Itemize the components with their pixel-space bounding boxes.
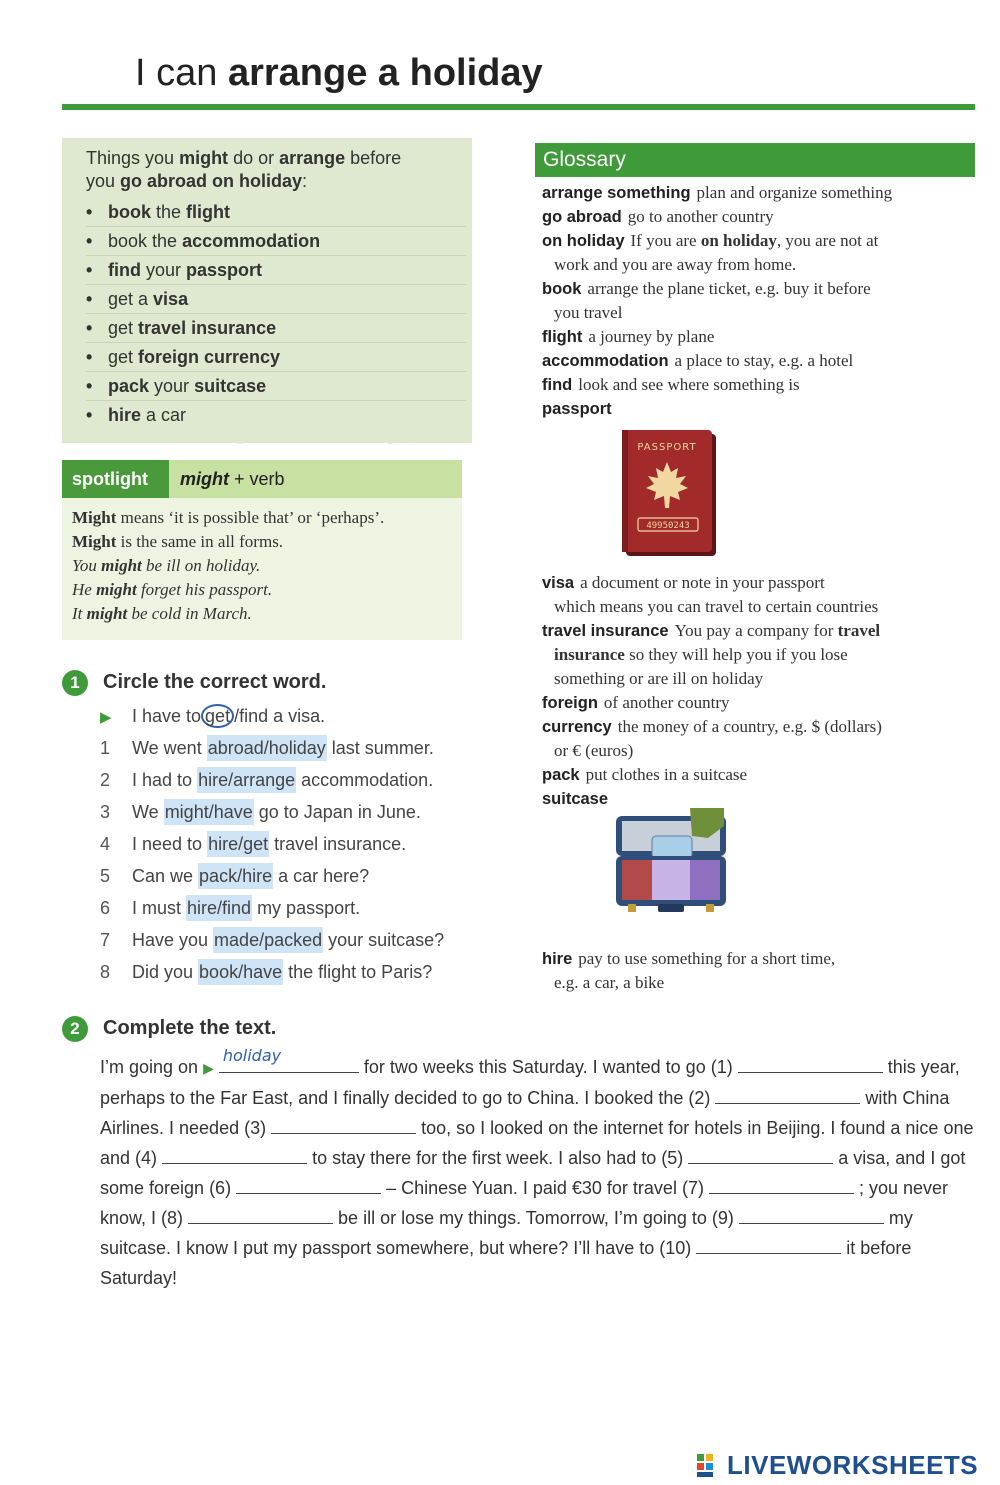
answer-gap-6[interactable] xyxy=(236,1176,381,1194)
glossary-entry: on holiday If you are on holiday, you are not at work and you are away from home. xyxy=(542,231,879,274)
spotlight-example: He might forget his passport. xyxy=(72,580,273,599)
torn-edge xyxy=(62,432,472,446)
example-answer: holiday xyxy=(222,1046,282,1065)
spotlight-title: might + verb xyxy=(180,469,285,489)
suitcase-illustration xyxy=(612,808,730,916)
spotlight-line: Might means ‘it is possible that’ or ‘perhaps’. xyxy=(72,508,385,527)
exercise-1-item: 8 Did you book/have the flight to Paris? xyxy=(100,956,500,988)
answer-options[interactable]: book/have xyxy=(198,959,283,985)
circled-answer[interactable]: get xyxy=(201,704,234,728)
passport-number: 49950243 xyxy=(646,521,690,531)
brand-grid-icon xyxy=(697,1454,723,1478)
answer-gap-4[interactable] xyxy=(162,1146,307,1164)
list-item: • get travel insurance xyxy=(86,314,466,343)
glossary-entry: hire pay to use something for a short time, e.g. a car, a bike xyxy=(542,949,836,992)
answer-options[interactable]: abroad/holiday xyxy=(207,735,327,761)
todo-list xyxy=(86,198,466,430)
answer-gap-7[interactable] xyxy=(709,1176,854,1194)
spotlight-example: You might be ill on holiday. xyxy=(72,556,261,575)
answer-gap-8[interactable] xyxy=(188,1206,333,1224)
title-bold: arrange a holiday xyxy=(227,52,543,94)
answer-options[interactable]: might/have xyxy=(164,799,254,825)
todo-intro: Things you might do or arrange before you go abroad on holiday: xyxy=(86,148,402,191)
answer-options[interactable]: hire/get xyxy=(207,831,269,857)
glossary-list xyxy=(542,181,974,995)
spotlight-example: It might be cold in March. xyxy=(72,604,252,623)
brand-name: LIVEWORKSHEETS xyxy=(727,1450,979,1480)
exercise-1-number: 1 xyxy=(62,670,88,696)
page-title xyxy=(135,52,543,95)
exercise-1-item: 7 Have you made/packed your suitcase? xyxy=(100,924,500,956)
glossary-entry: pack put clothes in a suitcase xyxy=(542,765,748,784)
title-prefix: I can xyxy=(135,52,218,94)
answer-gap-example[interactable] xyxy=(219,1046,359,1073)
answer-gap-2[interactable] xyxy=(715,1086,860,1104)
answer-options[interactable]: pack/hire xyxy=(198,863,273,889)
exercise-1-title: Circle the correct word. xyxy=(103,671,327,693)
exercise-1-item: 1 We went abroad/holiday last summer. xyxy=(100,732,500,764)
answer-gap-9[interactable] xyxy=(739,1206,884,1224)
glossary-entry: passport xyxy=(542,400,612,418)
glossary-entry: suitcase xyxy=(542,790,609,808)
exercise-1-item: 2 I had to hire/arrange accommodation. xyxy=(100,764,500,796)
answer-gap-5[interactable] xyxy=(688,1146,833,1164)
exercise-1-item: 3 We might/have go to Japan in June. xyxy=(100,796,500,828)
glossary-entry: accommodation a place to stay, e.g. a hotel xyxy=(542,351,854,370)
answer-options[interactable]: hire/find xyxy=(186,895,252,921)
glossary-entry: flight a journey by plane xyxy=(542,327,715,346)
todo-box xyxy=(62,138,472,443)
answer-gap-1[interactable] xyxy=(738,1055,883,1073)
exercise-2-number: 2 xyxy=(62,1016,88,1042)
list-item: • get a visa xyxy=(86,285,466,314)
glossary-entry: currency the money of a country, e.g. $ (dollars) or € (euros) xyxy=(542,717,882,760)
answer-options[interactable]: hire/arrange xyxy=(197,767,296,793)
spotlight-body xyxy=(62,498,462,640)
spotlight-tag: spotlight xyxy=(62,460,169,498)
exercise-2-text: I’m going on ▶ holiday for two weeks this Saturday. I wanted to go (1) this year, perhaps to the Far East, and I finally decided to go to China. I booked the (2) with China Airlines. I needed (3) too, so I looked on the internet for hotels in Beijing. I found a nice one and (4) to stay there for the first week. I also had to (5) a visa, and I got some foreign (6) – Chinese Yuan. I paid €30 for travel (7) ; you never know, I (8) be ill or lose my things. Tomorrow, I’m going to (9) my suitcase. I know I put my passport somewhere, but where? I’ll have to (10) it before Saturday! xyxy=(100,1052,980,1293)
title-rule xyxy=(62,104,975,110)
list-item: • book the flight xyxy=(86,198,466,227)
brand-logo xyxy=(695,1448,995,1482)
exercise-1-item: 6 I must hire/find my passport. xyxy=(100,892,500,924)
glossary-entry: travel insurance You pay a company for travel insurance so they will help you if you lose something or are ill on holiday xyxy=(542,621,881,688)
glossary-entry: find look and see where something is xyxy=(542,375,800,394)
answer-gap-3[interactable] xyxy=(271,1116,416,1134)
list-item: • hire a car xyxy=(86,405,187,425)
spotlight-header xyxy=(62,460,462,498)
glossary-entry: arrange something plan and organize something xyxy=(542,183,893,202)
exercise-1-item: 5 Can we pack/hire a car here? xyxy=(100,860,500,892)
answer-gap-10[interactable] xyxy=(696,1236,841,1254)
exercise-1-item: 4 I need to hire/get travel insurance. xyxy=(100,828,500,860)
list-item: • pack your suitcase xyxy=(86,372,466,401)
spotlight-line: Might is the same in all forms. xyxy=(72,532,284,551)
passport-illustration xyxy=(620,428,718,558)
exercise-1-list xyxy=(100,700,500,988)
list-item: • book the accommodation xyxy=(86,227,466,256)
exercise-2-title: Complete the text. xyxy=(103,1017,277,1039)
arrow-icon: ▶ xyxy=(203,1060,214,1076)
glossary-entry: book arrange the plane ticket, e.g. buy it before you travel xyxy=(542,279,871,322)
arrow-icon: ▶ xyxy=(100,709,112,726)
exercise-1-example: ▶ I have to get /find a visa. xyxy=(100,706,326,726)
list-item: • find your passport xyxy=(86,256,466,285)
glossary-entry: foreign of another country xyxy=(542,693,730,712)
glossary-entry: go abroad go to another country xyxy=(542,207,774,226)
glossary-heading: Glossary xyxy=(535,143,975,177)
passport-label: PASSPORT xyxy=(637,442,697,453)
glossary-entry: visa a document or note in your passport which means you can travel to certain countries xyxy=(542,573,879,616)
list-item: • get foreign currency xyxy=(86,343,466,372)
answer-options[interactable]: made/packed xyxy=(213,927,323,953)
